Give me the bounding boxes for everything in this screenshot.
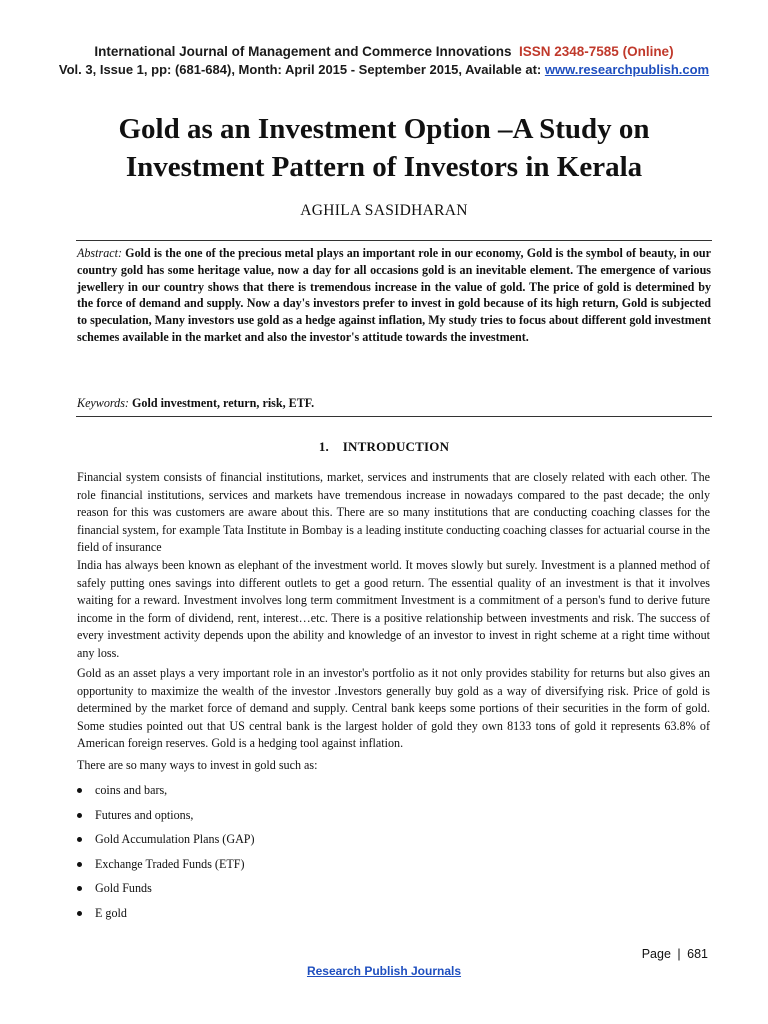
bullet-icon <box>77 788 82 793</box>
abstract-text: Gold is the one of the precious metal plays an important role in our economy, Gold is the symbol of beauty, in our country gold has some heritage value, now a day for all occasions gold is an inevitable element. The emergence of various jewellery in our country shows that there is tremendous increase in the value of gold. The price of gold is determined by the force of demand and supply. Now a day's investors prefer to invest in gold because of its high return, Gold is subjected to speculation, Many investors use gold as a hedge against inflation, My study tries to focus about different gold investment schemes available in the market and also the investor's attitude towards the investment. <box>77 246 712 344</box>
bullet-icon <box>77 886 82 891</box>
paragraph-3: Gold as an asset plays a very important role in an investor's portfolio as it not only provides stability for returns but also gives an opportunity to maximize the wealth of the investor .Investors generally buy gold as a way of diversifying risk. Price of gold is determined by the market force of demand and supply. Central bank keeps some portions of their securities in the form of gold. Some studies pointed out that US central bank is the largest holder of gold they own 8133 tons of gold it represents 63.8% of American foreign reserves. Gold is a hedging tool against inflation. <box>77 666 710 751</box>
abstract-block <box>77 245 711 346</box>
abstract-top-rule <box>76 240 712 241</box>
author-name: AGHILA SASIDHARAN <box>300 202 468 219</box>
list-item: Futures and options, <box>77 807 255 832</box>
paragraph-2: India has always been known as elephant of the investment world. It moves slowly but surely. Investment is a planned method of safely putting ones savings into different outlets to get a good return. The essential quality of an investment is that it involves waiting for a reward. Investment involves long term commitment Investment is a commitment of a person's fund to derive future income in the form of dividend, rent, interest…etc. There is a positive relationship between investments and risk. The success of every investment activity depends upon the ability and knowledge of an investor to invest in right scheme at a right time without any loss. <box>77 558 710 660</box>
page-number <box>642 947 708 961</box>
paragraph-4: There are so many ways to invest in gold such as: <box>77 758 318 772</box>
list-item: Exchange Traded Funds (ETF) <box>77 856 255 881</box>
page-separator: | <box>677 947 681 961</box>
keywords-block <box>77 396 711 411</box>
abstract-label: Abstract: <box>77 246 123 260</box>
page-label: Page <box>641 947 671 961</box>
footer-publisher-link[interactable]: Research Publish Journals <box>306 964 462 978</box>
section-heading: 1. INTRODUCTION <box>318 439 450 454</box>
keywords-label: Keywords: <box>77 396 129 410</box>
keywords-text: Gold investment, return, risk, ETF. <box>132 396 315 410</box>
journal-header <box>0 44 768 59</box>
paragraph-1: Financial system consists of financial institutions, market, services and instruments that are closely related with each other. The role financial institutions, services and markets have tremendous increase in nowadays compared to the past decade; the only reason for this was customers are aware about this. There are so many institutions that are conducting coaching classes for the financial system, for example Tata Institute in Bombay is a leading institute conducting coaching classes for actuarial course in the field of insurance <box>77 470 710 555</box>
bullet-icon <box>77 813 82 818</box>
journal-issn: ISSN 2348-7585 (Online) <box>519 44 674 59</box>
title-line-2: Investment Pattern of Investors in Kerala <box>125 151 643 183</box>
list-item: coins and bars, <box>77 782 255 807</box>
bullet-icon <box>77 837 82 842</box>
abstract-bottom-rule <box>76 416 712 417</box>
list-item: Gold Funds <box>77 880 255 905</box>
gold-investment-list <box>77 782 255 930</box>
list-item: E gold <box>77 905 255 930</box>
journal-url-link[interactable]: www.researchpublish.com <box>544 62 710 77</box>
list-item: Gold Accumulation Plans (GAP) <box>77 831 255 856</box>
title-line-1: Gold as an Investment Option –A Study on <box>118 113 650 145</box>
volume-info: Vol. 3, Issue 1, pp: (681-684), Month: April 2015 - September 2015, Available at: <box>58 62 542 77</box>
bullet-icon <box>77 911 82 916</box>
paper-title <box>40 110 728 186</box>
journal-name: International Journal of Management and Commerce Innovations <box>94 44 512 59</box>
bullet-icon <box>77 862 82 867</box>
volume-line <box>0 62 768 77</box>
page-number-value: 681 <box>687 947 708 961</box>
